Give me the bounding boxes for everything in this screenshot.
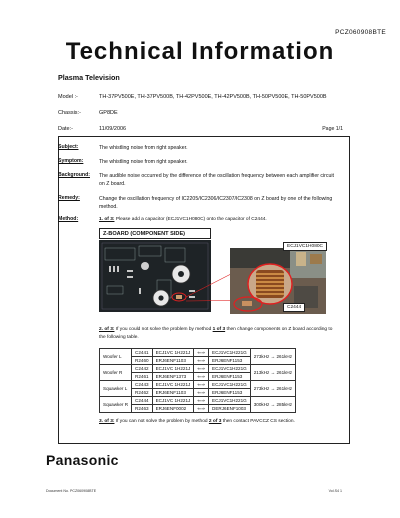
- footer-left: Document No. PCZ060908BTE: [46, 489, 97, 493]
- footer-right: Vol.S4 1: [328, 489, 342, 493]
- frequency-cell: 273kHz → 261kHz: [250, 349, 295, 365]
- panasonic-logo: Panasonic: [46, 452, 119, 468]
- frequency-cell: 273kHz → 261kHz: [250, 381, 295, 397]
- step3-text: [99, 419, 339, 424]
- date-label: Date:-: [58, 126, 73, 132]
- from-part-cell: ERJ6ENF1373: [152, 373, 194, 381]
- from-part-cell: ERJ6ENF1103: [152, 389, 194, 397]
- ref-cell: R2462: [132, 389, 153, 397]
- subject-label: Subject:: [58, 144, 79, 150]
- swap-arrow-cell: ⇐⇒: [194, 405, 209, 413]
- date-value: 11/09/2006: [99, 126, 127, 132]
- page-title: Technical Information: [65, 38, 335, 65]
- table-row: [100, 349, 296, 357]
- ref-cell: R2463: [132, 405, 153, 413]
- swap-arrow-cell: ⇐⇒: [194, 397, 209, 405]
- to-part-cell: ECJ1VC1H221G: [209, 397, 251, 405]
- chassis-value: GP8DE: [99, 110, 118, 116]
- to-part-cell: ECJ1VC1H221G: [209, 381, 251, 389]
- table-row: [100, 365, 296, 373]
- step2-text: [99, 326, 339, 342]
- page-subtitle: Plasma Television: [58, 73, 120, 82]
- component-photo: [230, 248, 326, 314]
- frequency-cell: 213kHz → 261kHz: [250, 365, 295, 381]
- group-cell: Squawker L: [100, 381, 132, 397]
- to-part-cell: ERJ6ENF1153: [209, 373, 251, 381]
- from-part-cell: ERJ6ENF0002: [152, 405, 194, 413]
- remedy-label: Remedy:: [58, 195, 80, 201]
- step3-reference: 2 of 3: [208, 419, 222, 424]
- symptom-text: The whistling noise from right speaker.: [99, 159, 188, 165]
- to-part-cell: ERJ6ENF1153: [209, 389, 251, 397]
- ref-cell: C2444: [132, 397, 153, 405]
- ref-cell: R2461: [132, 373, 153, 381]
- ref-cell: C2441: [132, 349, 153, 357]
- swap-arrow-cell: ⇐⇒: [194, 357, 209, 365]
- capacitor-label: C2444: [283, 303, 305, 312]
- background-label: Background:: [58, 172, 90, 178]
- model-value: TH-37PV500E, TH-37PV500B, TH-42PV500E, TH-42PV500B, TH-50PV500E, TH-50PV500B: [99, 94, 327, 100]
- frequency-cell: 300kHz → 285kHz: [250, 397, 295, 413]
- parts-table-body: [100, 349, 296, 413]
- model-label: Model :-: [58, 94, 78, 100]
- step2-description-a: If you could not solve the problem by method: [115, 327, 212, 332]
- part-number-label: ECJ1VC1H080C: [283, 242, 327, 251]
- to-part-cell: ECJ1VC1H221G: [209, 365, 251, 373]
- step2-reference: 1 of 3: [212, 327, 226, 332]
- to-part-cell: ERJ6ENF1153: [209, 357, 251, 365]
- from-part-cell: ECJ1VC 1H221J: [152, 349, 194, 357]
- group-cell: Squawker R: [100, 397, 132, 413]
- symptom-label: Symptom:: [58, 158, 84, 164]
- step3-description-b: then contact PAVCCZ CS section.: [222, 419, 295, 424]
- parts-table: [99, 348, 296, 413]
- to-part-cell: ECJ1VC1H221G: [209, 349, 251, 357]
- ref-cell: C2442: [132, 365, 153, 373]
- swap-arrow-cell: ⇐⇒: [194, 373, 209, 381]
- group-cell: Woofer L: [100, 349, 132, 365]
- to-part-cell: DERJ6ENF1003: [209, 405, 251, 413]
- board-label: Z-BOARD (COMPONENT SIDE): [99, 228, 211, 239]
- from-part-cell: ERJ6ENF1103: [152, 357, 194, 365]
- ref-cell: R2460: [132, 357, 153, 365]
- component-photo-drawing: [230, 248, 326, 314]
- step3-description-a: If you can not solve the problem by method: [115, 419, 208, 424]
- step2-description-b: then change components on Z board according to the following table.: [99, 327, 333, 340]
- table-row: [100, 397, 296, 405]
- step2-number: 2. of 3:: [99, 327, 115, 332]
- swap-arrow-cell: ⇐⇒: [194, 349, 209, 357]
- method-label: Method:: [58, 216, 79, 222]
- step3-number: 3. of 3:: [99, 419, 115, 424]
- chassis-label: Chassis:-: [58, 110, 81, 116]
- from-part-cell: ECJ1VC 1H221J: [152, 397, 194, 405]
- swap-arrow-cell: ⇐⇒: [194, 389, 209, 397]
- remedy-text: Change the oscillation frequency of IC2205/IC2306/IC2307/IC2308 on Z board by one of the following method.: [99, 196, 333, 210]
- group-cell: Woofer R: [100, 365, 132, 381]
- ref-cell: C2443: [132, 381, 153, 389]
- step1-description: Please add a capacitor (ECJ1VC1H080C) onto the capacitor of C2444.: [115, 217, 267, 222]
- swap-arrow-cell: ⇐⇒: [194, 381, 209, 389]
- step1-number: 1. of 3:: [99, 217, 115, 222]
- background-text: The audible noise occurred by the difference of the oscillation frequency between each amplifier circuit on Z board.: [99, 173, 334, 187]
- table-row: [100, 381, 296, 389]
- swap-arrow-cell: ⇐⇒: [194, 365, 209, 373]
- document-number: PCZ060908BTE: [335, 29, 386, 36]
- page-number: Page 1/1: [322, 126, 343, 132]
- from-part-cell: ECJ1VC 1H221J: [152, 365, 194, 373]
- subject-text: The whistling noise from right speaker.: [99, 145, 188, 151]
- from-part-cell: ECJ1VC 1H221J: [152, 381, 194, 389]
